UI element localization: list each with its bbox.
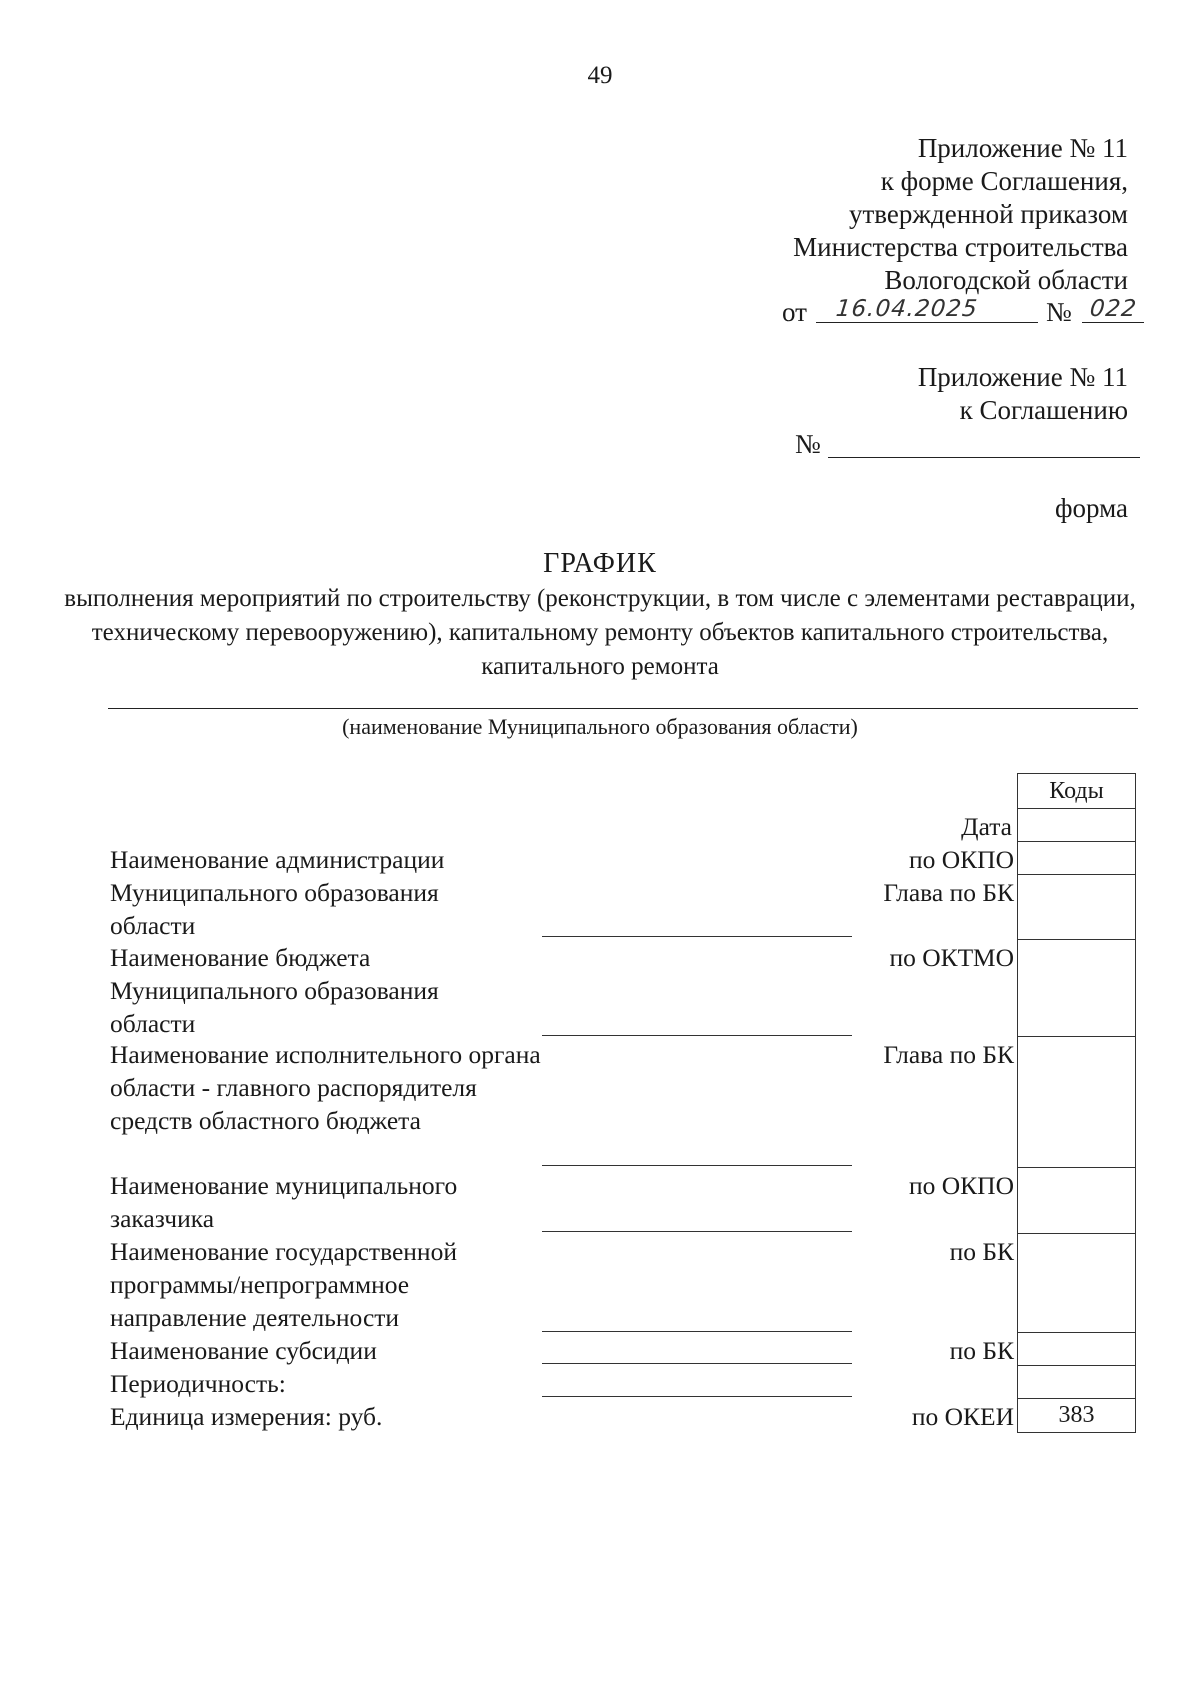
code-cell-glava-bk-admin — [1017, 874, 1136, 940]
code-cell-okei: 383 — [1017, 1398, 1136, 1433]
code-cell-glava-bk-organ — [1017, 1036, 1136, 1168]
code-label-glava-bk-organ: Глава по БК — [883, 1040, 1014, 1069]
code-cell-bk-program — [1017, 1233, 1136, 1333]
field-blank-state-program[interactable] — [542, 1331, 852, 1332]
code-label-okpo-admin: по ОКПО — [908, 845, 1014, 874]
agreement-number-prefix: № — [795, 429, 821, 459]
approval-line-1: Приложение № 11 — [917, 133, 1128, 163]
number-underline — [1082, 322, 1144, 323]
form-label: форма — [1055, 493, 1128, 523]
field-blank-executive-organ[interactable] — [542, 1165, 852, 1166]
document-subtitle: выполнения мероприятий по строительству (реконструкции, в том числе с элементами реставрации, техническому перевооружению), капитальному ремонту объектов капитального строительства, капитального ремонта — [64, 585, 1136, 680]
field-label-administration: Наименование администрации Муниципального образования области — [110, 845, 445, 940]
code-cell-oktmo — [1017, 939, 1136, 1037]
field-label-state-program: Наименование государственной программы/непрограммное направление деятельности — [110, 1237, 457, 1332]
date-underline — [816, 322, 1038, 323]
agreement-line-1: Приложение № 11 — [917, 362, 1128, 392]
document-title: ГРАФИК — [543, 548, 657, 579]
code-cell-bk-subsidy — [1017, 1332, 1136, 1366]
code-label-bk-program: по БК — [949, 1237, 1014, 1266]
code-cell-okpo-customer — [1017, 1167, 1136, 1234]
code-label-oktmo: по ОКТМО — [889, 943, 1014, 972]
field-blank-administration[interactable] — [542, 936, 852, 937]
date-handwritten: 16.04.2025 — [834, 296, 980, 322]
agreement-line-2: к Соглашению — [959, 395, 1128, 425]
field-blank-periodicity[interactable] — [542, 1396, 852, 1397]
field-label-budget: Наименование бюджета Муниципального образования области — [110, 943, 439, 1038]
field-label-executive-organ: Наименование исполнительного органа области - главного распорядителя средств областного бюджета — [110, 1040, 541, 1135]
field-blank-municipal-customer[interactable] — [542, 1231, 852, 1232]
approval-line-2: к форме Соглашения, — [880, 166, 1128, 196]
mo-caption: (наименование Муниципального образования области) — [342, 714, 858, 739]
field-blank-subsidy[interactable] — [542, 1363, 852, 1364]
number-prefix: № — [1046, 297, 1072, 327]
agreement-number-underline — [828, 457, 1140, 458]
approval-line-4: Министерства строительства — [793, 232, 1128, 262]
page-number: 49 — [587, 62, 613, 89]
code-label-okei: по ОКЕИ — [911, 1402, 1014, 1431]
code-label-date: Дата — [961, 812, 1012, 841]
code-label-glava-bk-admin: Глава по БК — [883, 878, 1014, 907]
field-label-unit: Единица измерения: руб. — [110, 1402, 383, 1431]
field-label-municipal-customer: Наименование муниципального заказчика — [110, 1171, 458, 1233]
field-label-subsidy: Наименование субсидии — [110, 1336, 377, 1365]
mo-name-line — [108, 708, 1138, 709]
code-cell-okpo-admin — [1017, 841, 1136, 875]
date-prefix: от — [782, 297, 807, 327]
code-label-okpo-customer: по ОКПО — [908, 1171, 1014, 1200]
field-blank-budget[interactable] — [542, 1035, 852, 1036]
approval-line-3: утвержденной приказом — [848, 199, 1128, 229]
approval-block — [793, 132, 1128, 297]
field-label-periodicity: Периодичность: — [110, 1369, 286, 1398]
agreement-block — [918, 361, 1128, 427]
code-cell-periodicity — [1017, 1365, 1136, 1399]
code-label-bk-subsidy: по БК — [949, 1336, 1014, 1365]
number-handwritten: 022 — [1088, 296, 1139, 322]
approval-line-5: Вологодской области — [884, 265, 1128, 295]
codes-header: Коды — [1017, 773, 1136, 809]
code-cell-date — [1017, 808, 1136, 842]
